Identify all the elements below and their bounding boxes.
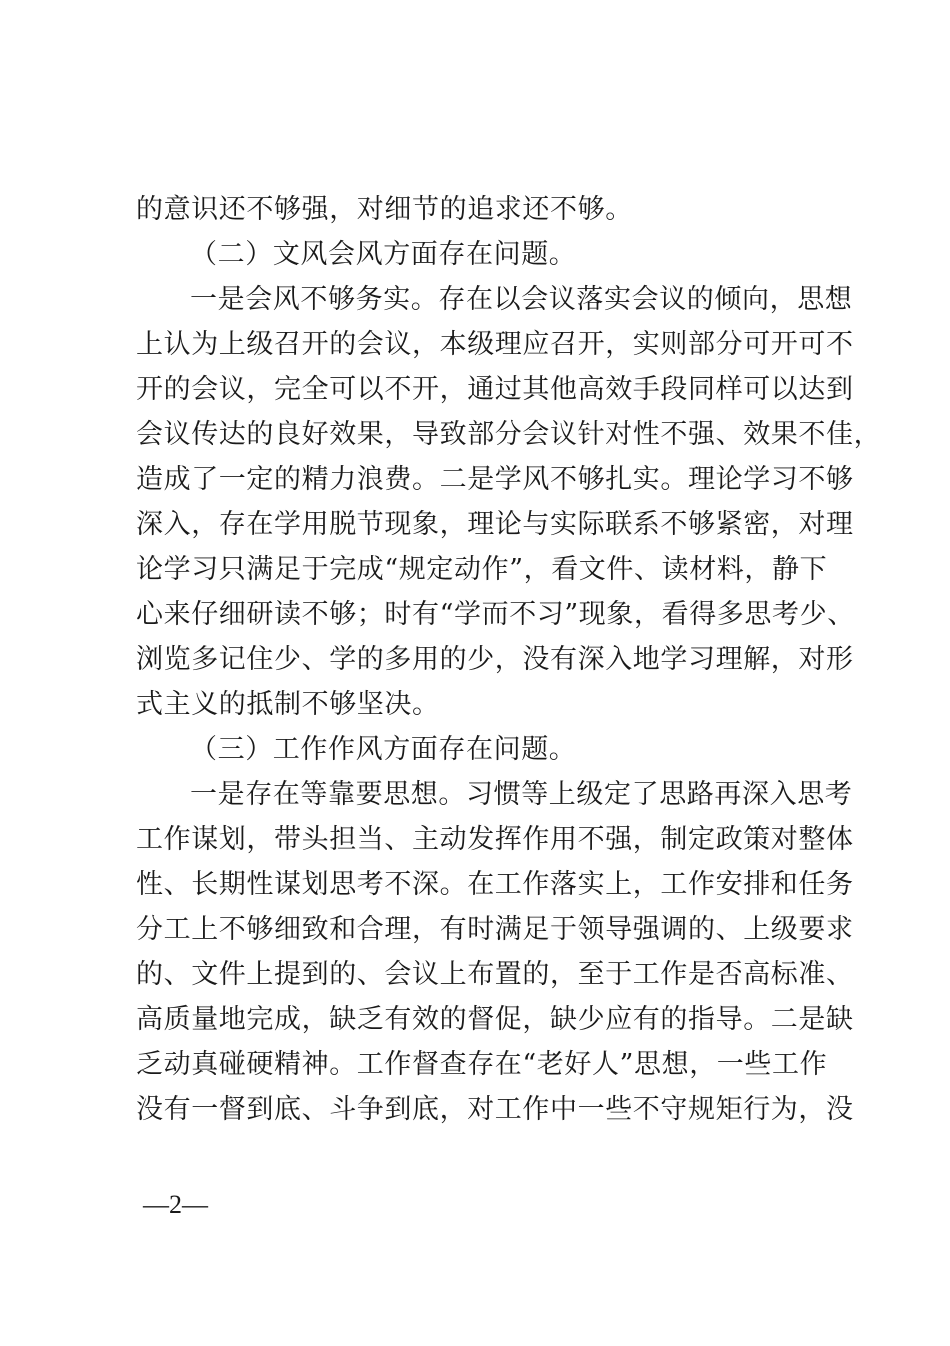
text-line: 会议传达的良好效果，导致部分会议针对性不强、效果不佳， [136,419,882,450]
text-line: 浏览多记住少、学的多用的少，没有深入地学习理解，对形 [136,644,854,675]
text-line: 分工上不够细致和合理，有时满足于领导强调的、上级要求 [136,914,854,945]
text-line: 没有一督到底、斗争到底，对工作中一些不守规矩行为，没 [136,1094,854,1125]
text-line: 工作谋划，带头担当、主动发挥作用不强，制定政策对整体 [136,824,854,855]
text-line: 开的会议，完全可以不开，通过其他高效手段同样可以达到 [136,374,854,405]
text-line: 造成了一定的精力浪费。二是学风不够扎实。理论学习不够 [136,464,854,495]
text-line: 乏动真碰硬精神。工作督查存在“老好人”思想，一些工作 [136,1049,828,1080]
paragraph-first-line: 一是存在等靠要思想。习惯等上级定了思路再深入思考 [190,779,853,810]
text-line: 心来仔细研读不够；时有“学而不习”现象，看得多思考少、 [136,599,855,630]
text-line: 上认为上级召开的会议，本级理应召开，实则部分可开可不 [136,329,854,360]
text-line: 高质量地完成，缺乏有效的督促，缺少应有的指导。二是缺 [136,1004,854,1035]
section-heading: （三）工作作风方面存在问题。 [190,734,577,765]
text-line: 的、文件上提到的、会议上布置的，至于工作是否高标准、 [136,959,854,990]
text-line: 的意识还不够强，对细节的追求还不够。 [136,194,633,225]
page-number: —2— [143,1190,208,1219]
text-line: 深入，存在学用脱节现象，理论与实际联系不够紧密，对理 [136,509,854,540]
text-line: 论学习只满足于完成“规定动作”，看文件、读材料，静下 [136,554,828,585]
paragraph-first-line: 一是会风不够务实。存在以会议落实会议的倾向，思想 [190,284,853,315]
section-heading: （二）文风会风方面存在问题。 [190,239,577,270]
text-line: 式主义的抵制不够坚决。 [136,689,440,720]
text-line: 性、长期性谋划思考不深。在工作落实上，工作安排和任务 [136,869,854,900]
